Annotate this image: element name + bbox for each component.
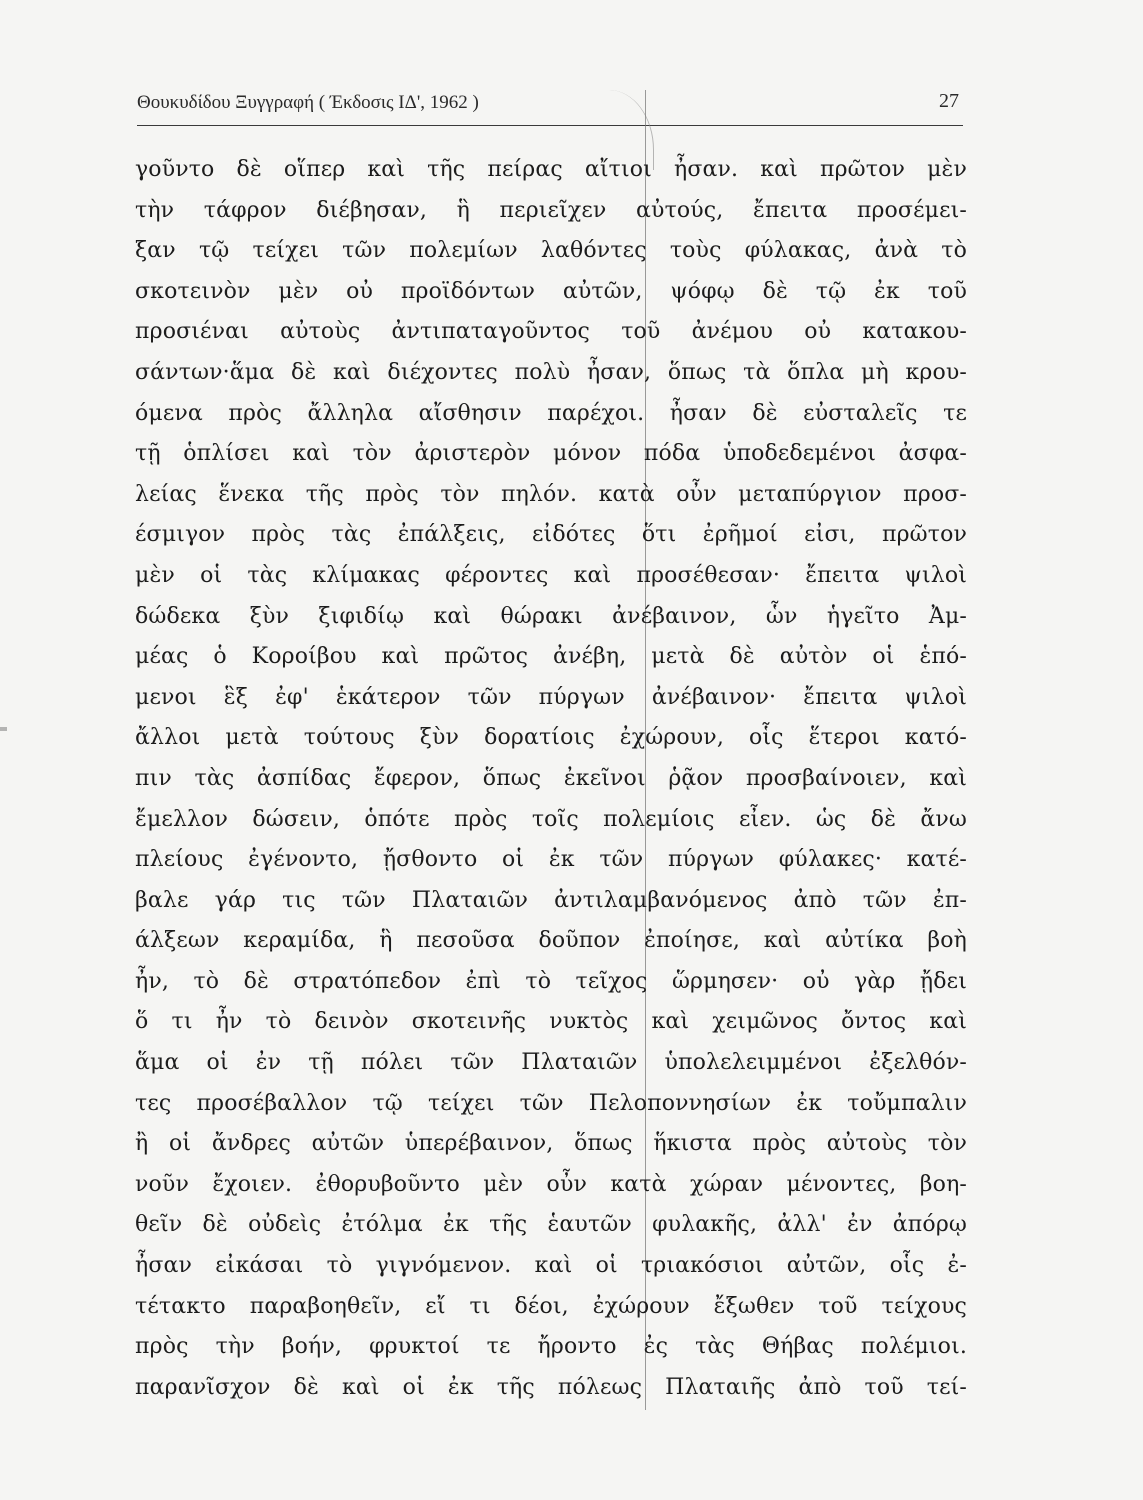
- text-line: ἔμελλον δώσειν, ὁπότε πρὸς τοῖς πολεμίοις εἶεν. ὡς δὲ ἄνω: [135, 806, 967, 832]
- text-line: άλξεων κεραμίδα, ἣ πεσοῦσα δοῦπον ἐποίησε, καὶ αὐτίκα βοὴ: [135, 928, 967, 954]
- page-number: 27: [939, 90, 959, 112]
- text-line: βαλε γάρ τις τῶν Πλαταιῶν ἀντιλαμβανόμενος ἀπὸ τῶν ἐπ-: [135, 887, 967, 913]
- text-line: τὴν τάφρον διέβησαν, ἣ περιεῖχεν αὐτούς, ἔπειτα προσέμει-: [135, 197, 967, 223]
- text-line: σάντων·ἅμα δὲ καὶ διέχοντες πολὺ ἦσαν, ὅπως τὰ ὅπλα μὴ κρου-: [135, 359, 967, 385]
- text-line: τέτακτο παραβοηθεῖν, εἴ τι δέοι, ἐχώρουν ἔξωθεν τοῦ τείχους: [135, 1293, 967, 1319]
- text-line: ἅμα οἱ ἐν τῇ πόλει τῶν Πλαταιῶν ὑπολελειμμένοι ἐξελθόν-: [135, 1050, 967, 1076]
- running-head-title: Θουκυδίδου Ξυγγραφή ( Έκδοσις ΙΔ', 1962 ): [137, 92, 479, 113]
- body-text: [135, 150, 967, 1408]
- text-line: ἢ οἱ ἄνδρες αὐτῶν ὑπερέβαινον, ὅπως ἥκιστα πρὸς αὐτοὺς τὸν: [135, 1131, 967, 1157]
- text-line: πλείους ἐγένοντο, ᾔσθοντο οἱ ἐκ τῶν πύργων φύλακες· κατέ-: [135, 847, 967, 873]
- text-line: δώδεκα ξὺν ξιφιδίῳ καὶ θώρακι ἀνέβαινον, ὧν ἡγεῖτο Ἀμ-: [135, 603, 967, 629]
- text-line: ὅ τι ἦν τὸ δεινὸν σκοτεινῆς νυκτὸς καὶ χειμῶνος ὄντος καὶ: [135, 1009, 967, 1035]
- text-line: μέας ὁ Κοροίβου καὶ πρῶτος ἀνέβη, μετὰ δὲ αὐτὸν οἱ ἑπό-: [135, 644, 967, 670]
- text-line: γοῦντο δὲ οἵπερ καὶ τῆς πείρας αἴτιοι ἦσαν. καὶ πρῶτον μὲν: [135, 157, 967, 182]
- text-line: έσμιγον πρὸς τὰς ἐπάλξεις, εἰδότες ὅτι ἐρῆμοί εἰσι, πρῶτον: [135, 522, 967, 548]
- text-line: μενοι ἓξ ἐφ' ἑκάτερον τῶν πύργων ἀνέβαινον· ἔπειτα ψιλοὶ: [135, 684, 967, 710]
- text-line: πιν τὰς ἀσπίδας ἔφερον, ὅπως ἐκεῖνοι ῥᾷον προσβαίνοιεν, καὶ: [135, 765, 967, 791]
- text-line: μὲν οἱ τὰς κλίμακας φέροντες καὶ προσέθεσαν· ἔπειτα ψιλοὶ: [135, 562, 967, 588]
- text-line: ξαν τῷ τείχει τῶν πολεμίων λαθόντες τοὺς φύλακας, ἀνὰ τὸ: [135, 238, 967, 264]
- text-line: ἦν, τὸ δὲ στρατόπεδον ἐπὶ τὸ τεῖχος ὥρμησεν· οὐ γὰρ ᾔδει: [135, 968, 967, 994]
- text-line: προσιέναι αὐτοὺς ἀντιπαταγοῦντος τοῦ ἀνέμου οὐ κατακου-: [135, 319, 967, 345]
- header-rule: [137, 125, 963, 126]
- text-line: θεῖν δὲ οὐδεὶς ἐτόλμα ἐκ τῆς ἑαυτῶν φυλακῆς, ἀλλ' ἐν ἀπόρῳ: [135, 1212, 967, 1238]
- margin-mark: [0, 727, 7, 731]
- text-line: ἦσαν εἰκάσαι τὸ γιγνόμενον. καὶ οἱ τριακόσιοι αὐτῶν, οἷς ἐ-: [135, 1253, 967, 1279]
- text-line: ἄλλοι μετὰ τούτους ξὺν δορατίοις ἐχώρουν, οἷς ἕτεροι κατό-: [135, 725, 967, 751]
- text-line: παρανῖσχον δὲ καὶ οἱ ἐκ τῆς πόλεως Πλαταιῆς ἀπὸ τοῦ τεί-: [135, 1374, 967, 1400]
- text-line: τῇ ὁπλίσει καὶ τὸν ἀριστερὸν μόνον πόδα ὑποδεδεμένοι ἀσφα-: [135, 441, 967, 467]
- text-line: τες προσέβαλλον τῷ τείχει τῶν Πελοποννησίων ἐκ τοὔμπαλιν: [135, 1090, 967, 1116]
- text-line: όμενα πρὸς ἄλληλα αἴσθησιν παρέχοι. ἦσαν δὲ εὐσταλεῖς τε: [135, 400, 967, 426]
- text-line: νοῦν ἔχοιεν. ἐθορυβοῦντο μὲν οὖν κατὰ χώραν μένοντες, βοη-: [135, 1171, 967, 1197]
- text-line: πρὸς τὴν βοήν, φρυκτοί τε ἤροντο ἐς τὰς Θήβας πολέμιοι.: [135, 1334, 967, 1360]
- text-line: σκοτεινὸν μὲν οὐ προϊδόντων αὐτῶν, ψόφῳ δὲ τῷ ἐκ τοῦ: [135, 278, 967, 304]
- running-head: [137, 86, 963, 122]
- text-line: λείας ἕνεκα τῆς πρὸς τὸν πηλόν. κατὰ οὖν μεταπύργιον προσ-: [135, 481, 967, 507]
